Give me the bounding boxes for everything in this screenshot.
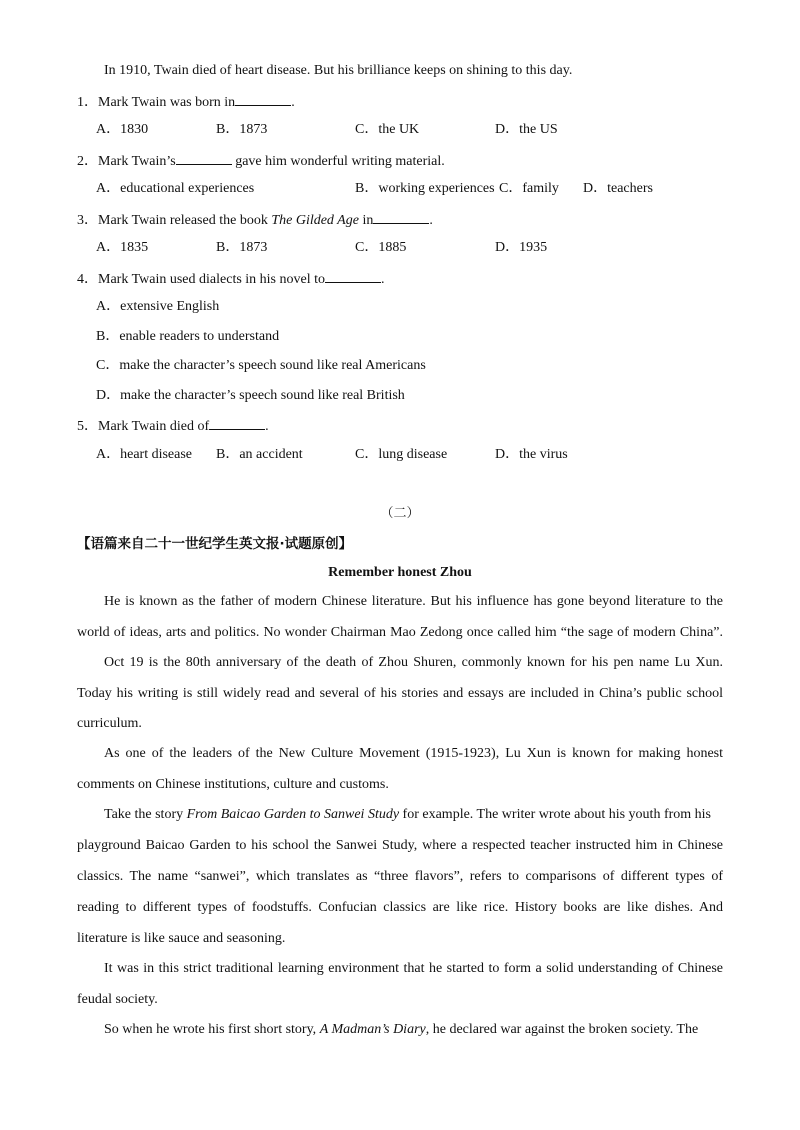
question-5-stem-end: .: [265, 419, 269, 434]
intro-line: In 1910, Twain died of heart disease. But his brilliance keeps on shining to this day.: [104, 63, 573, 78]
section-number: （二）: [380, 506, 420, 521]
paragraph-line: Today his writing is still widely read and several of his stories and essays are included in China’s public school: [77, 686, 723, 701]
paragraph-line: curriculum.: [77, 716, 142, 731]
story-title: A Madman’s Diary: [319, 1022, 426, 1037]
question-1-option-a: A．1830: [96, 122, 149, 137]
paragraph-line: feudal society.: [77, 992, 158, 1007]
paragraph-line: [104, 806, 711, 824]
question-4-option-a: A．extensive English: [96, 299, 220, 314]
question-5-option-a: A．heart disease: [96, 447, 193, 462]
question-3-option-a: A．1835: [96, 240, 149, 255]
paragraph-line: It was in this strict traditional learning environment that he started to form a solid understanding of Chinese: [104, 961, 723, 976]
question-1-stem-text: 1．Mark Twain was born in: [77, 95, 236, 110]
answer-blank: [325, 269, 381, 283]
question-1-option-c: C．the UK: [355, 122, 420, 137]
question-1-stem: [77, 92, 295, 112]
question-1-stem-end: .: [291, 95, 295, 110]
paragraph-text: Take the story: [104, 807, 187, 822]
question-1-option-b: B．1873: [216, 122, 268, 137]
paragraph-line: [104, 1021, 698, 1039]
question-1-option-d: D．the US: [495, 122, 558, 137]
article-title: Remember honest Zhou: [328, 565, 472, 580]
paragraph-text: for example. The writer wrote about his youth from his: [399, 807, 711, 822]
paragraph-line: world of ideas, arts and politics. No wonder Chairman Mao Zedong once called him “the sage of modern China”.: [77, 625, 723, 640]
question-3-stem-text: 3．Mark Twain released the book: [77, 213, 272, 228]
book-title: The Gilded Age: [271, 213, 359, 228]
question-2-stem: [77, 151, 445, 171]
question-4-option-c: C．make the character’s speech sound like real Americans: [96, 358, 426, 373]
source-tag: 【语篇来自二十一世纪学生英文报·试题原创】: [77, 536, 353, 552]
question-4-stem-end: .: [381, 272, 385, 287]
question-5-option-b: B．an accident: [216, 447, 303, 462]
paragraph-line: Oct 19 is the 80th anniversary of the death of Zhou Shuren, commonly known for his pen name Lu Xun.: [104, 655, 723, 670]
question-2-stem-end: gave him wonderful writing material.: [231, 154, 445, 169]
paragraph-text: , he declared war against the broken society. The: [425, 1022, 699, 1037]
question-3-option-c: C．1885: [355, 240, 407, 255]
question-3-stem: [77, 210, 433, 230]
paragraph-line: As one of the leaders of the New Culture Movement (1915-1923), Lu Xun is known for making honest: [104, 746, 723, 761]
question-4-option-b: B．enable readers to understand: [96, 329, 280, 344]
question-4-stem-text: 4．Mark Twain used dialects in his novel to: [77, 272, 326, 287]
question-5-stem-text: 5．Mark Twain died of: [77, 419, 210, 434]
answer-blank: [373, 210, 429, 224]
question-3-stem-end: .: [429, 213, 433, 228]
question-4-option-d: D．make the character’s speech sound like real British: [96, 388, 405, 403]
question-2-option-d: D．teachers: [583, 181, 653, 196]
question-5-stem: [77, 416, 269, 436]
answer-blank: [176, 151, 232, 165]
story-title: From Baicao Garden to Sanwei Study: [186, 807, 400, 822]
question-2-option-b: B．working experiences: [355, 181, 495, 196]
answer-blank: [209, 416, 265, 430]
paragraph-line: classics. The name “sanwei”, which translates as “three flavors”, refers to comparisons of different types of: [77, 869, 723, 884]
question-2-stem-text: 2．Mark Twain’s: [77, 154, 176, 169]
question-4-stem: [77, 269, 385, 289]
paragraph-line: literature is like sauce and seasoning.: [77, 931, 286, 946]
question-2-option-a: A．educational experiences: [96, 181, 255, 196]
question-3-option-b: B．1873: [216, 240, 268, 255]
question-3-option-d: D．1935: [495, 240, 548, 255]
question-5-option-c: C．lung disease: [355, 447, 448, 462]
paragraph-text: So when he wrote his first short story,: [104, 1022, 320, 1037]
question-3-stem-mid: in: [358, 213, 374, 228]
paragraph-line: playground Baicao Garden to his school the Sanwei Study, where a respected teacher instructed him in Chinese: [77, 838, 723, 853]
paragraph-line: comments on Chinese institutions, culture and customs.: [77, 777, 389, 792]
question-2-option-c: C．family: [499, 181, 559, 196]
answer-blank: [235, 92, 291, 106]
paragraph-line: He is known as the father of modern Chinese literature. But his influence has gone beyond literature to the: [104, 594, 723, 609]
question-5-option-d: D．the virus: [495, 447, 568, 462]
paragraph-line: reading to different types of foodstuffs. Confucian classics are like rice. History books are like dishes. And: [77, 900, 723, 915]
